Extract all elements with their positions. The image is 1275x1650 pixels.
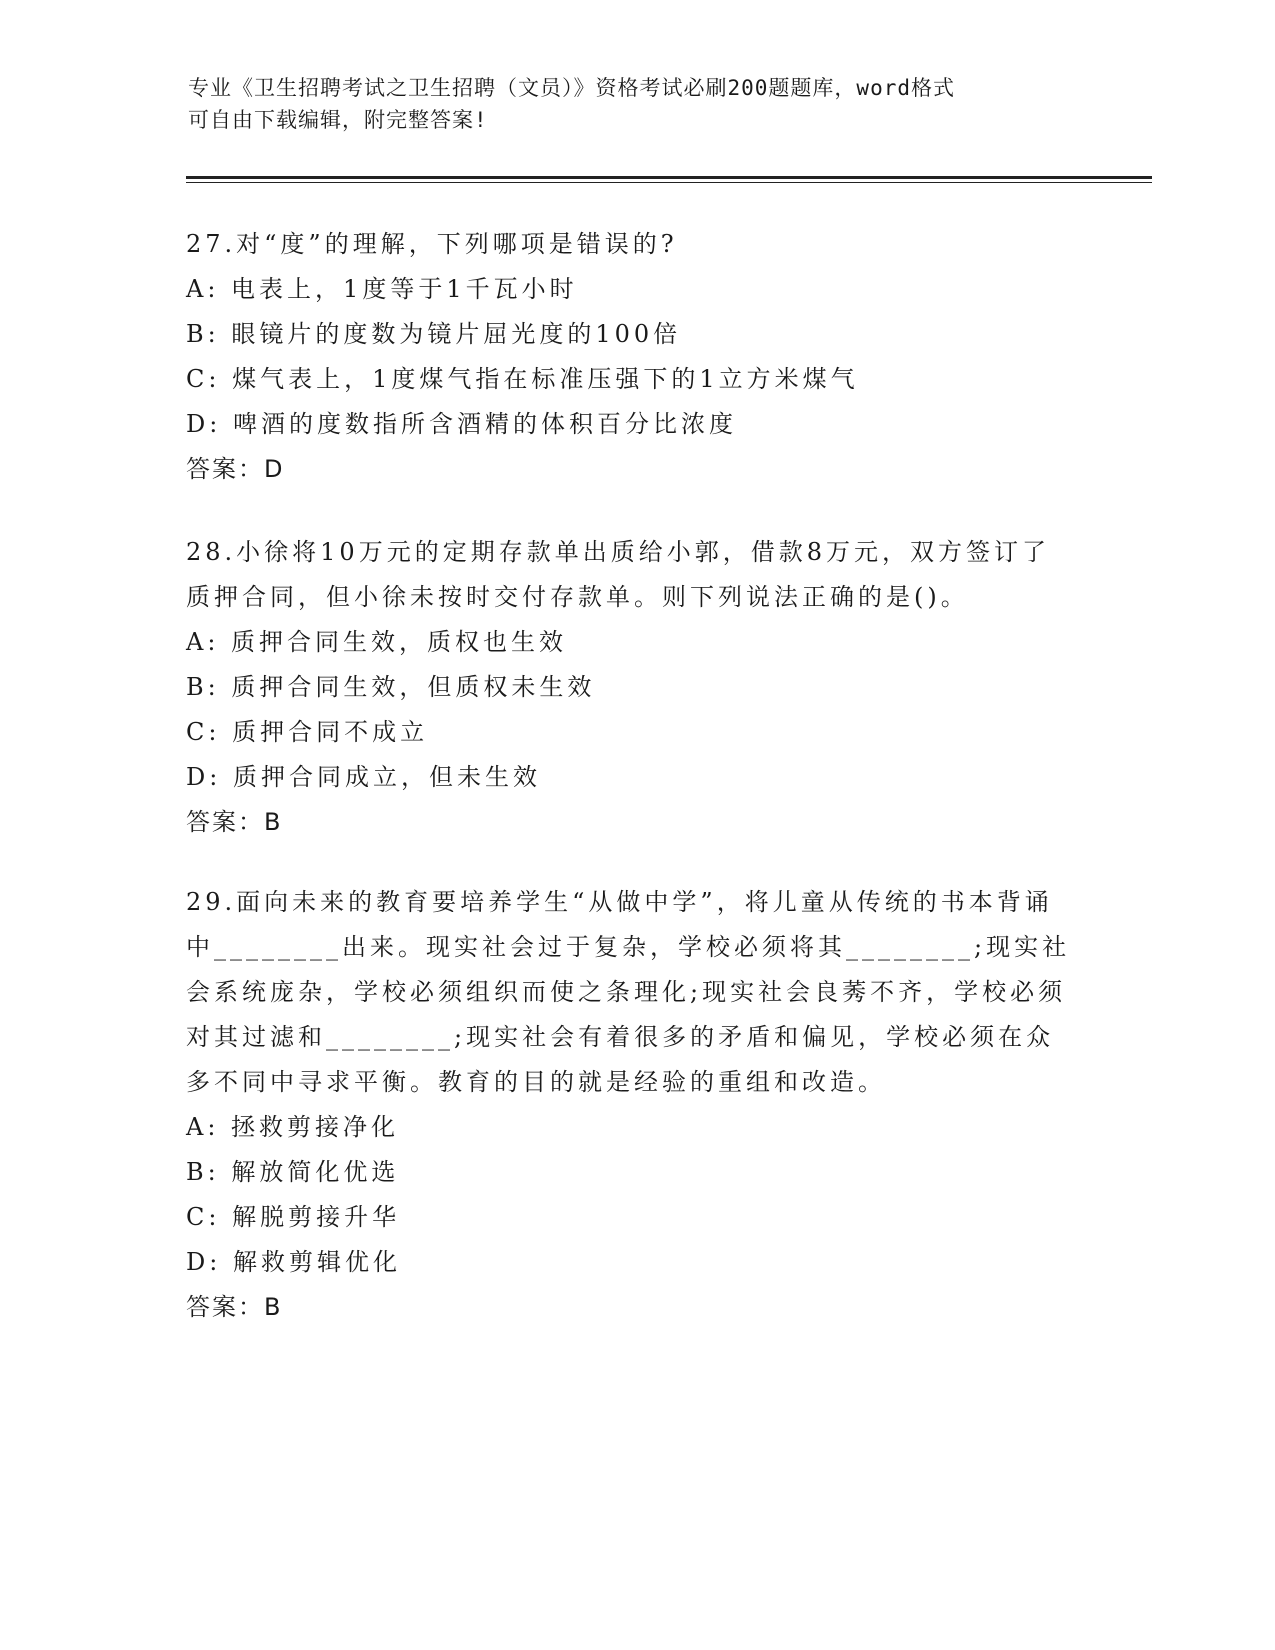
question-stem: 29.面向未来的教育要培养学生“从做中学”，将儿童从传统的书本背诵中________出来。现实社会过于复杂，学校必须将其________;现实社会系统庞杂，学校必须组织而使之条理化;现实社会良莠不齐，学校必须对其过滤和________;现实社会有着很多的矛盾和偏见，学校必须在众多不同中寻求平衡。教育的目的就是经验的重组和改造。 <box>186 888 1071 1096</box>
document-header <box>188 72 1068 136</box>
option-a: A: 拯救剪接净化 <box>186 1113 400 1141</box>
question-28 <box>186 530 1076 845</box>
answer-label: 答案：D <box>186 455 285 483</box>
answer-label: 答案：B <box>186 808 283 836</box>
question-27 <box>186 222 1076 492</box>
header-title-line-1: 专业《卫生招聘考试之卫生招聘（文员）》资格考试必刷200题题库，word格式 <box>188 76 955 100</box>
option-a: A: 质押合同生效，质权也生效 <box>186 628 568 656</box>
question-stem: 27.对“度”的理解，下列哪项是错误的? <box>186 230 678 258</box>
question-stem: 28.小徐将10万元的定期存款单出质给小郭，借款8万元，双方签订了质押合同，但小徐未按时交付存款单。则下列说法正确的是()。 <box>186 538 1050 611</box>
header-title-line-2: 可自由下载编辑，附完整答案! <box>188 108 488 132</box>
option-d: D: 啤酒的度数指所含酒精的体积百分比浓度 <box>186 410 737 438</box>
option-d: D: 质押合同成立，但未生效 <box>186 763 541 791</box>
option-d: D: 解救剪辑优化 <box>186 1248 401 1276</box>
option-c: C: 煤气表上，1度煤气指在标准压强下的1立方米煤气 <box>186 365 859 393</box>
option-b: B: 眼镜片的度数为镜片屈光度的100倍 <box>186 320 682 348</box>
header-divider-thick <box>186 176 1152 179</box>
option-c: C: 解脱剪接升华 <box>186 1203 401 1231</box>
answer-label: 答案：B <box>186 1293 283 1321</box>
question-29 <box>186 880 1076 1330</box>
option-b: B: 解放简化优选 <box>186 1158 400 1186</box>
header-divider-thin <box>186 182 1152 183</box>
option-b: B: 质押合同生效，但质权未生效 <box>186 673 596 701</box>
option-a: A: 电表上，1度等于1千瓦小时 <box>186 275 578 303</box>
option-c: C: 质押合同不成立 <box>186 718 429 746</box>
